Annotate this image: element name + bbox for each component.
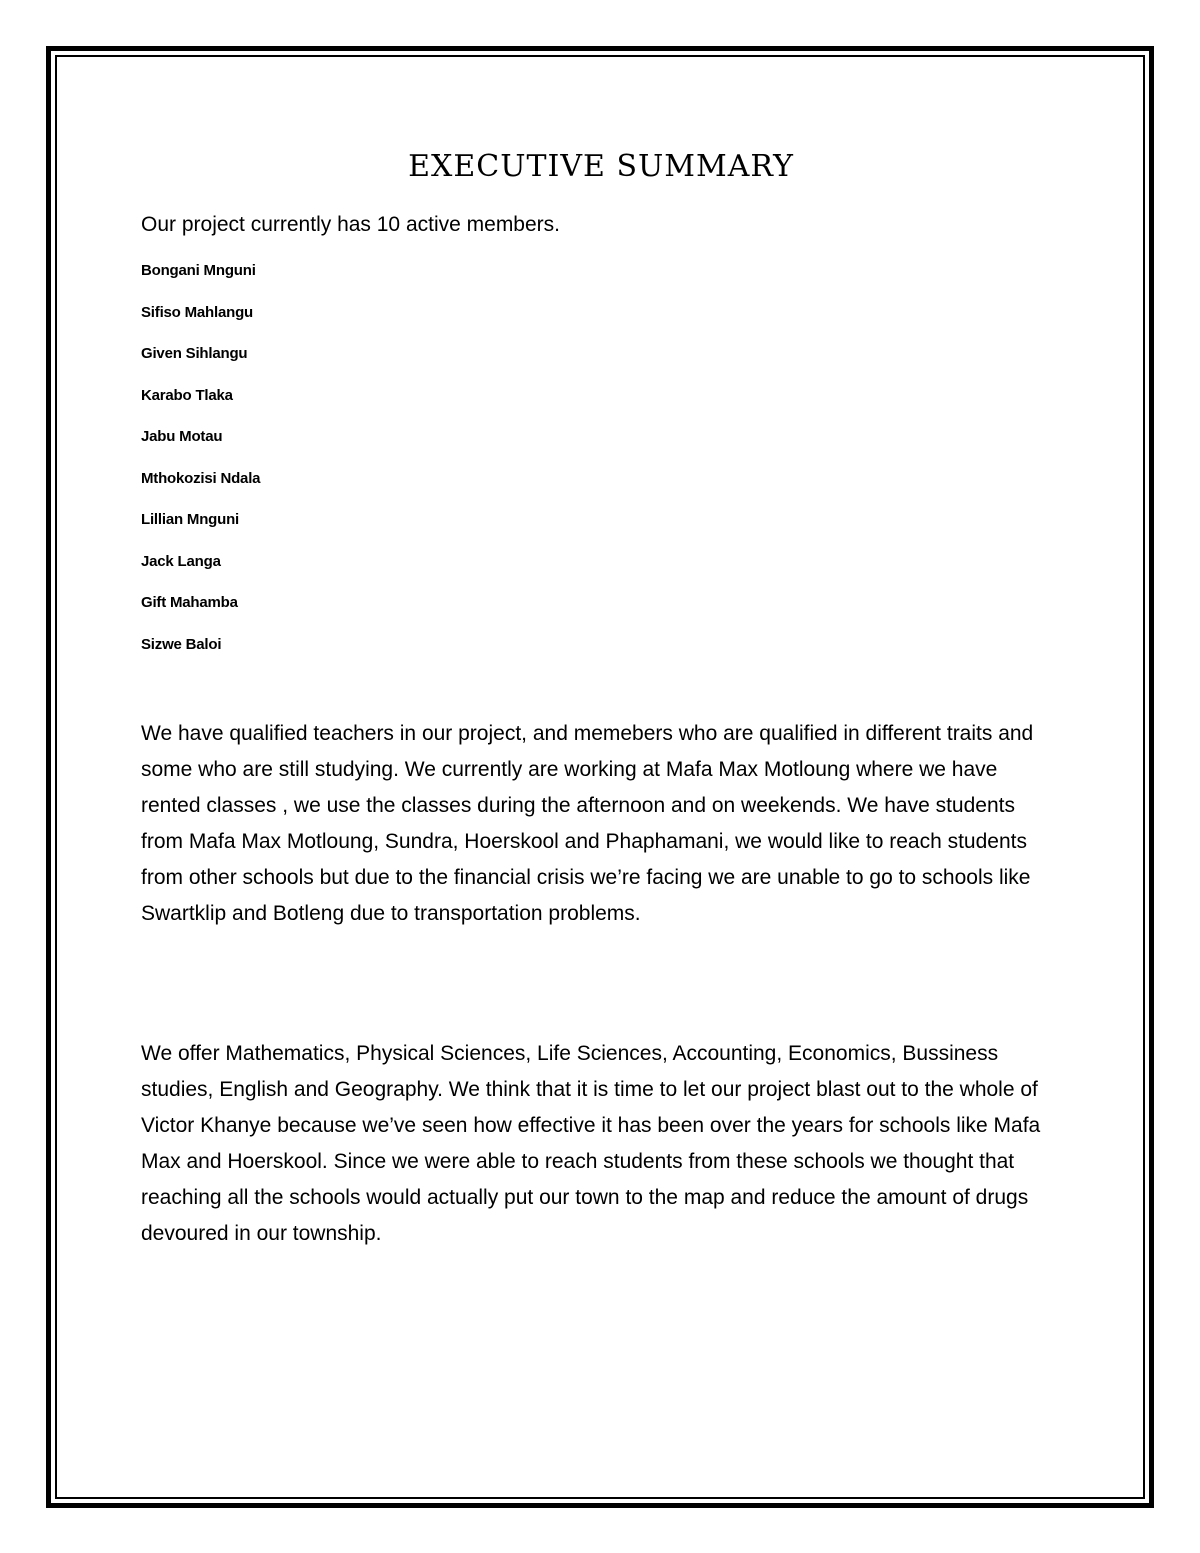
member-list [141,260,260,675]
paragraph-subjects-offered: We offer Mathematics, Physical Sciences, Life Sciences, Accounting, Economics, Bussiness studies, English and Geography. We think that it is time to let our project blast out to the whole of Victor Khanye because we’ve seen how effective it has been over the years for schools like Mafa Max and Hoerskool. Since we were able to reach students from these schools we thought that reaching all the schools would actually put our town to the map and reduce the amount of drugs devoured in our township. [141,1042,1041,1245]
list-item: Jabu Motau [141,428,223,445]
list-item: Karabo Tlaka [141,386,233,404]
list-item: Jack Langa [141,552,221,570]
list-item: Lillian Mnguni [141,511,240,528]
paragraph-teachers-and-schools: We have qualified teachers in our project, and memebers who are qualified in different traits and some who are still studying. We currently are working at Mafa Max Motloung where we have rented classes , we use the classes during the afternoon and on weekends. We have students from Mafa Max Motloung, Sundra, Hoerskool and Phaphamani, we would like to reach students from other schools but due to the financial crisis we’re facing we are unable to go to schools like Swartklip and Botleng due to transportation problems. [141,722,1034,925]
page-title-text: EXECUTIVE SUMMARY [408,149,794,184]
list-item: Sifiso Mahlangu [141,303,254,321]
list-item: Given Sihlangu [141,345,248,362]
list-item: Mthokozisi Ndala [141,469,261,487]
intro-text: Our project currently has 10 active members. [141,213,560,236]
list-item: Bongani Mnguni [141,262,256,279]
page-title [141,145,1061,189]
list-item: Sizwe Baloi [141,635,222,653]
list-item: Gift Mahamba [141,594,238,611]
